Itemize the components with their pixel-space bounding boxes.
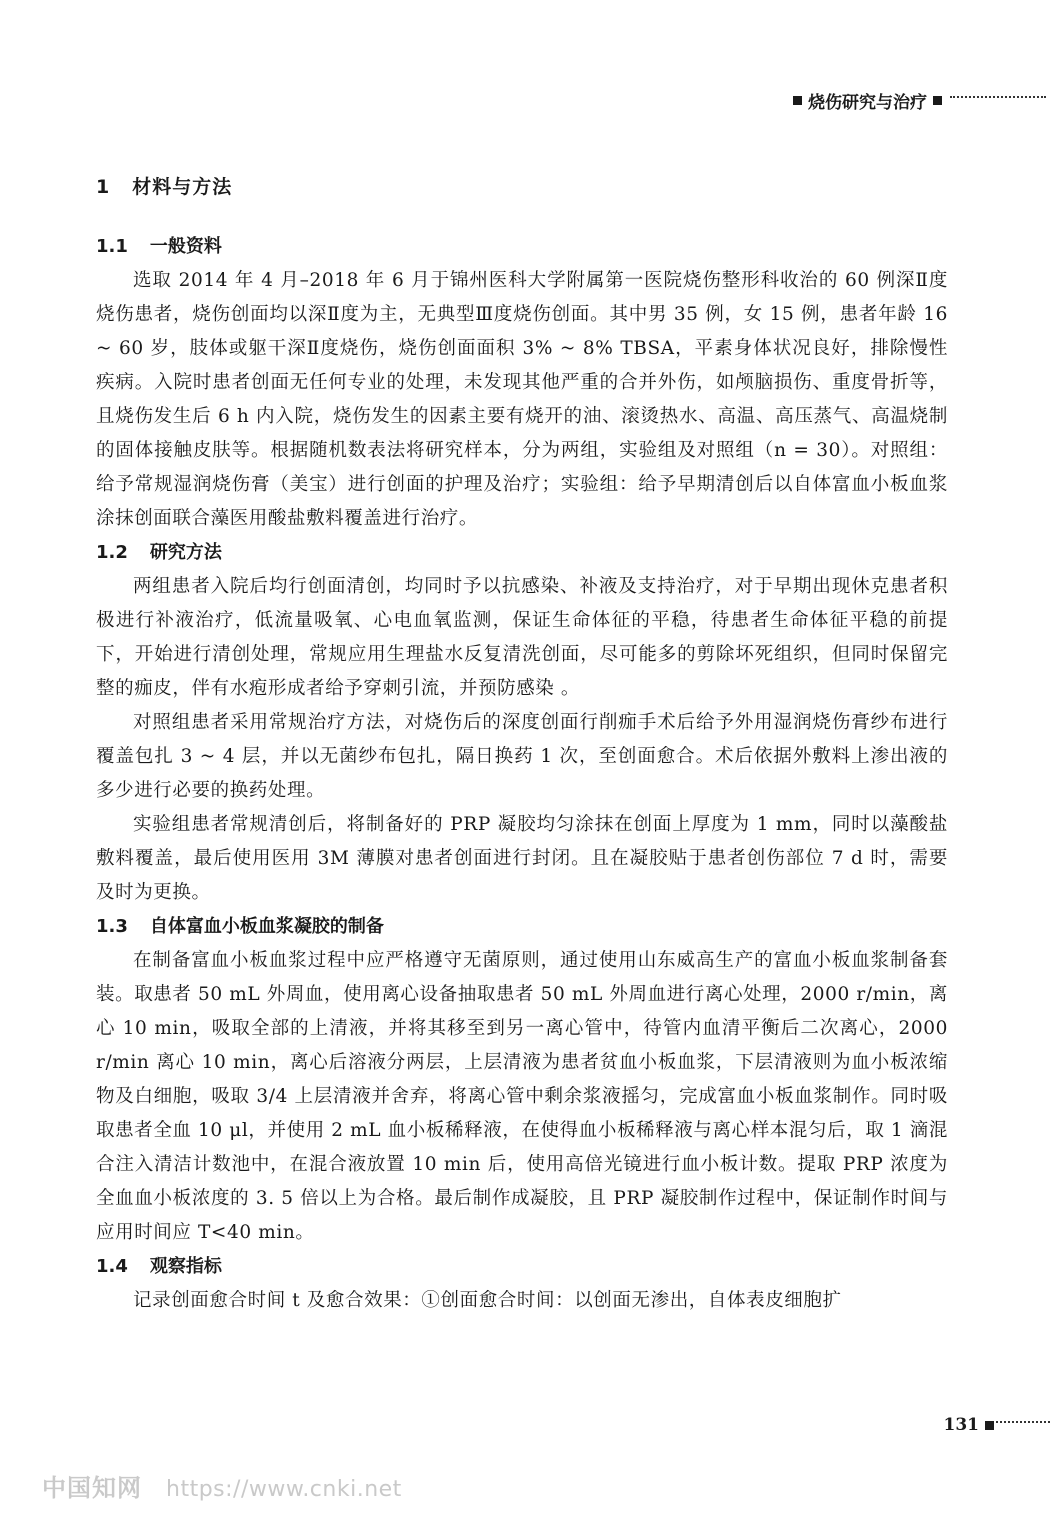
subsection-number: 1.3 <box>96 916 128 937</box>
subsection-title: 研究方法 <box>149 542 222 563</box>
subsection-title: 观察指标 <box>149 1256 222 1277</box>
watermark <box>42 1468 402 1503</box>
watermark-logo: 中国知网 <box>42 1474 142 1502</box>
article-body <box>96 168 948 1318</box>
watermark-url: https://www.cnki.net <box>166 1477 402 1502</box>
paragraph: 实验组患者常规清创后，将制备好的 PRP 凝胶均匀涂抹在创面上厚度为 1 mm，同时以藻酸盐敷料覆盖，最后使用医用 3M 薄膜对患者创面进行封闭。且在凝胶贴于患者创伤部位 7 d 时，需要及时为更换。 <box>96 814 948 903</box>
square-bullet-icon <box>793 96 802 105</box>
section-heading <box>96 168 948 206</box>
paragraph: 两组患者入院后均行创面清创，均同时予以抗感染、补液及支持治疗，对于早期出现休克患者积极进行补液治疗，低流量吸氧、心电血氧监测，保证生命体征的平稳，待患者生命体征平稳的前提下，开始进行清创处理，常规应用生理盐水反复清洗创面，尽可能多的剪除坏死组织，但同时保留完整的痂皮，伴有水疱形成者给予穿刺引流，并预防感染 。 <box>96 576 948 699</box>
subsection-title: 一般资料 <box>149 236 222 257</box>
subsection-heading <box>96 230 948 264</box>
section-title: 材料与方法 <box>132 176 233 198</box>
running-header <box>787 88 1046 113</box>
section-number: 1 <box>96 176 111 198</box>
subsection-number: 1.2 <box>96 542 128 563</box>
subsection-heading <box>96 910 948 944</box>
subsection-number: 1.1 <box>96 236 128 257</box>
subsection-heading <box>96 536 948 570</box>
paragraph: 在制备富血小板血浆过程中应严格遵守无菌原则，通过使用山东威高生产的富血小板血浆制备套装。取患者 50 mL 外周血，使用离心设备抽取患者 50 mL 外周血进行离心处理，2000 r/min，离心 10 min，吸取全部的上清液，并将其移至到另一离心管中，待管内血清平衡后二次离心，2000 r/min 离心 10 min，离心后溶液分两层，上层清液为患者贫血小板血浆，下层清液则为血小板浓缩物及白细胞，吸取 3/4 上层清液并舍弃，将离心管中剩余浆液摇匀，完成富血小板血浆制作。同时吸取患者全血 10 μl，并使用 2 mL 血小板稀释液，在使得血小板稀释液与离心样本混匀后，取 1 滴混合注入清洁计数池中，在混合液放置 10 min 后，使用高倍光镜进行血小板计数。提取 PRP 浓度为全血血小板浓度的 3. 5 倍以上为合格。最后制作成凝胶，且 PRP 凝胶制作过程中，保证制作时间与应用时间应 T<40 min。 <box>96 950 948 1243</box>
subsection-title: 自体富血小板血浆凝胶的制备 <box>149 916 384 937</box>
dotted-leader <box>996 1421 1050 1423</box>
page-footer <box>944 1415 1051 1435</box>
paragraph: 记录创面愈合时间 t 及愈合效果：①创面愈合时间：以创面无渗出，自体表皮细胞扩 <box>133 1290 842 1311</box>
square-bullet-icon <box>985 1421 994 1430</box>
subsection-number: 1.4 <box>96 1256 128 1277</box>
running-title: 烧伤研究与治疗 <box>808 93 927 113</box>
page-number: 131 <box>943 1415 979 1435</box>
paragraph: 对照组患者采用常规治疗方法，对烧伤后的深度创面行削痂手术后给予外用湿润烧伤膏纱布进行覆盖包扎 3 ~ 4 层，并以无菌纱布包扎，隔日换药 1 次，至创面愈合。术后依据外敷料上渗出液的多少进行必要的换药处理。 <box>96 712 948 801</box>
square-bullet-icon <box>933 96 942 105</box>
paragraph: 选取 2014 年 4 月–2018 年 6 月于锦州医科大学附属第一医院烧伤整形科收治的 60 例深Ⅱ度烧伤患者，烧伤创面均以深Ⅱ度为主，无典型Ⅲ度烧伤创面。其中男 35 例，女 15 例，患者年龄 16 ~ 60 岁，肢体或躯干深Ⅱ度烧伤，烧伤创面面积 3% ~ 8% TBSA，平素身体状况良好，排除慢性疾病。入院时患者创面无任何专业的处理，未发现其他严重的合并外伤，如颅脑损伤、重度骨折等，且烧伤发生后 6 h 内入院，烧伤发生的因素主要有烧开的油、滚烫热水、高温、高压蒸气、高温烧制的固体接触皮肤等。根据随机数表法将研究样本，分为两组，实验组及对照组（n = 30）。对照组：给予常规湿润烧伤膏（美宝）进行创面的护理及治疗；实验组：给予早期清创后以自体富血小板血浆涂抹创面联合藻医用酸盐敷料覆盖进行治疗。 <box>96 270 948 529</box>
dotted-leader <box>950 96 1046 98</box>
subsection-heading <box>96 1250 948 1284</box>
